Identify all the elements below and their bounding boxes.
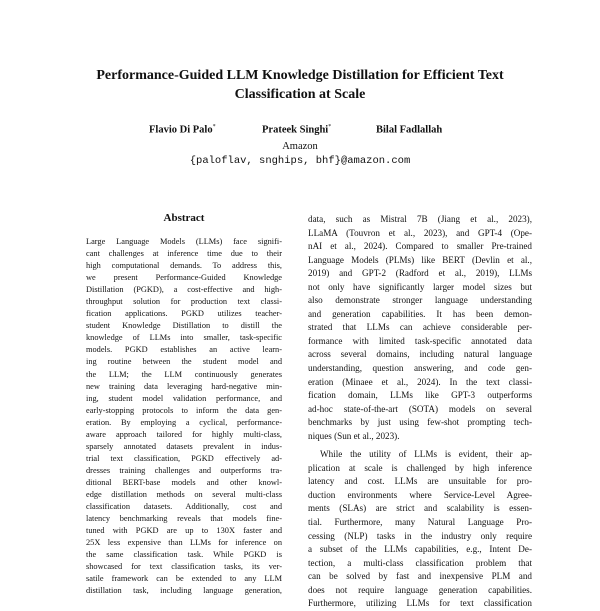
body-line: niques (Sun et al., 2023). bbox=[308, 430, 400, 441]
abstract-line: fication applications. PGKD utilizes teacher- bbox=[86, 309, 282, 319]
body-line: eration (Minaee et al., 2024). In the text classi- bbox=[308, 376, 532, 387]
abstract-line: sparsely annotated datasets prevalent in indus- bbox=[86, 441, 282, 451]
abstract-line: high computational demands. To address this, bbox=[86, 261, 282, 271]
body-line: latency and cost. LLMs are unsuitable for pro- bbox=[308, 476, 532, 487]
body-line: across several domains, including natural language bbox=[308, 349, 532, 360]
body-line: formance with limited task-specific annotated data bbox=[308, 335, 532, 346]
author-name: Flavio Di Palo* bbox=[149, 124, 216, 136]
abstract-line: tuned with PGKD are up to 130X faster and bbox=[86, 526, 282, 536]
author-name: Bilal Fadlallah bbox=[376, 124, 443, 136]
abstract-line: satile framework can be extended to any LLM bbox=[86, 574, 282, 584]
body-line: benchmarks by just using few-shot prompting tech- bbox=[308, 417, 532, 428]
body-line: tection, a multi-class classification problem that bbox=[308, 557, 532, 568]
body-line: a subset of the LLMs capabilities, e.g., Intent De- bbox=[308, 544, 532, 555]
abstract-line: showcased for text classification tasks, its ver- bbox=[86, 562, 282, 572]
abstract-line: eration. By employing a cyclical, performance- bbox=[86, 417, 282, 427]
body-line: not only have significantly larger model sizes but bbox=[308, 281, 532, 292]
abstract-line: the LLM; the LLM continuously generates bbox=[86, 369, 282, 379]
affiliation: Amazon bbox=[282, 141, 318, 152]
abstract-line: the same classification task. While PGKD is bbox=[86, 550, 282, 560]
abstract-line: ing routine between the student model and bbox=[86, 357, 282, 367]
body-line: duction environments where Service-Level Agree- bbox=[308, 489, 532, 500]
abstract-line: knowledge of LLMs into smaller, task-specific bbox=[86, 333, 282, 343]
abstract-line: Large Language Models (LLMs) face signifi- bbox=[86, 237, 282, 246]
abstract-line: we present Performance-Guided Knowledge bbox=[86, 273, 282, 283]
abstract-line: early-stopping protocols to inform the data gen- bbox=[86, 405, 282, 415]
abstract-line: edge distillation methods on several multi-class bbox=[86, 489, 282, 499]
abstract-line: new training data leveraging hard-negative min- bbox=[86, 381, 282, 391]
body-line: 2019) and GPT-2 (Radford et al., 2019), LLMs bbox=[308, 268, 532, 279]
abstract-line: distillation task, including language generation, bbox=[86, 586, 282, 596]
body-line: can be solved by fast and inexpensive PLM and bbox=[308, 571, 532, 582]
body-line: does not require language generation capabilities. bbox=[308, 584, 532, 595]
title-line: Classification at Scale bbox=[234, 87, 366, 102]
abstract-line: 25X less expensive than LLMs for inference on bbox=[86, 538, 282, 548]
abstract-line: latency benchmarking reveals that models fine- bbox=[86, 514, 282, 524]
abstract-line: aware approach tailored for highly multi-class, bbox=[86, 429, 282, 439]
introduction-body bbox=[308, 213, 532, 611]
body-line: plication at scale is challenged by high inference bbox=[308, 462, 532, 473]
abstract-line: cant challenges at inference time due to their bbox=[86, 249, 282, 259]
body-line: ments (SLAs) are strict and scalability is essen- bbox=[308, 503, 532, 514]
abstract-line: student Knowledge Distillation to distill the bbox=[86, 321, 282, 331]
abstract-line: classification datasets. Additionally, cost and bbox=[86, 502, 282, 512]
abstract-body bbox=[86, 236, 282, 597]
abstract-line: Distillation (PGKD), a cost-effective and high- bbox=[86, 285, 282, 295]
abstract-line: dresses training challenges and outperforms tra- bbox=[86, 465, 282, 475]
body-line: also demonstrate stronger language understanding bbox=[308, 295, 532, 306]
body-line: Language Models (PLMs) like BERT (Devlin et al., bbox=[308, 254, 532, 265]
abstract-line: models. PGKD establishes an active learn- bbox=[86, 345, 282, 355]
abstract-line: ditional BERT-base models and other knowl- bbox=[86, 477, 282, 487]
body-line: nAI et al., 2024). Compared to smaller Pre-trained bbox=[308, 241, 532, 252]
body-line: ad-hoc state-of-the-art (SOTA) models on several bbox=[308, 403, 532, 414]
abstract-heading: Abstract bbox=[163, 212, 205, 224]
title-line: Performance-Guided LLM Knowledge Distillation for Efficient Text bbox=[96, 68, 504, 83]
abstract-line: throughput solution for production text classi- bbox=[86, 297, 282, 307]
paper-title bbox=[60, 66, 540, 104]
body-line: tial. Furthermore, many Natural Language Pro- bbox=[308, 517, 532, 528]
author-list bbox=[0, 124, 600, 140]
body-line: understanding, question answering, and code gen- bbox=[308, 363, 532, 374]
body-line: While the utility of LLMs is evident, their ap- bbox=[320, 449, 532, 460]
author-name: Prateek Singhi* bbox=[262, 124, 332, 136]
body-line: data, such as Mistral 7B (Jiang et al., 2023), bbox=[308, 214, 532, 224]
body-line: and generation capabilities. It has been demon- bbox=[308, 308, 532, 319]
body-line: LLaMA (Touvron et al., 2023), and GPT-4 (Ope- bbox=[308, 227, 532, 238]
abstract-line: ing, student model validation performance, and bbox=[86, 393, 282, 403]
body-line: cessing (NLP) tasks in the industry only require bbox=[308, 530, 532, 541]
abstract-line: trial text classification, PGKD effectively ad- bbox=[86, 453, 282, 463]
body-line: fication domain, LLMs like GPT-3 outperforms bbox=[308, 390, 532, 401]
author-emails: {paloflav, snghips, bhf}@amazon.com bbox=[189, 155, 411, 167]
body-line: Furthermore, utilizing LLMs for text classification bbox=[308, 598, 532, 609]
body-line: strated that LLMs can achieve considerable per- bbox=[308, 322, 532, 333]
